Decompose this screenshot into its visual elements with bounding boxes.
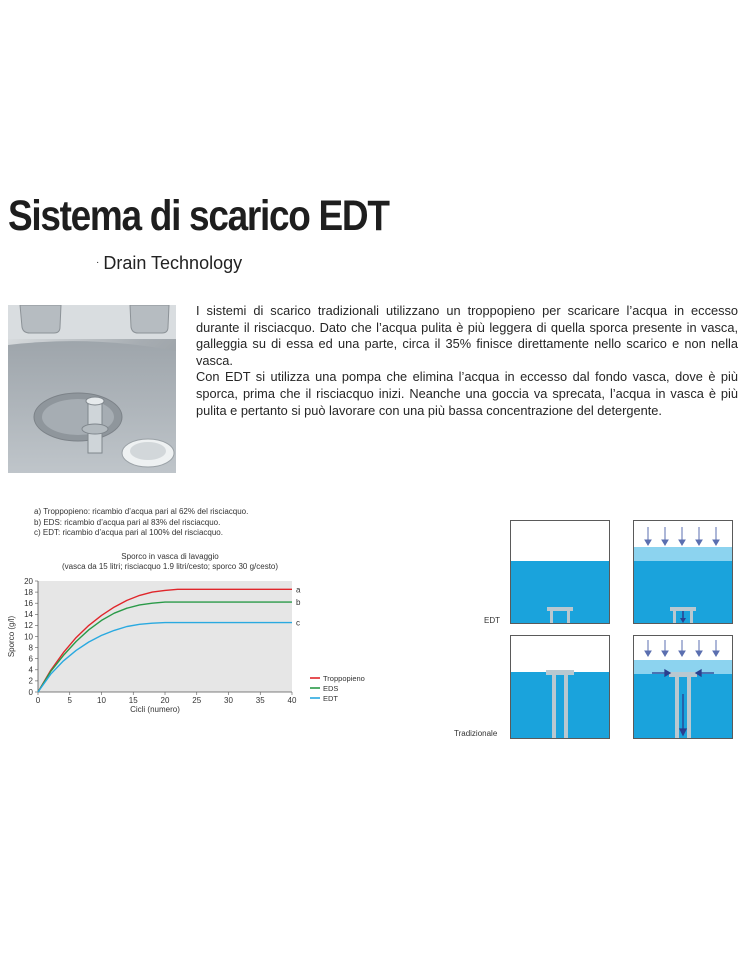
x-tick-label: 35: [255, 696, 265, 705]
note-edt: c) EDT: ricambio d’acqua pari al 100% del risciacquo.: [34, 528, 223, 537]
y-tick-label: 14: [24, 610, 33, 620]
note-eds: b) EDS: ricambio d’acqua pari al 83% del risciacquo.: [34, 517, 221, 527]
legend-label: EDS: [323, 684, 339, 693]
series-end-label: b: [296, 598, 301, 608]
chart-title: Sporco in vasca di lavaggio: [121, 552, 219, 561]
dishwasher-tank-photo: [8, 305, 176, 473]
diagram-edt-before: [510, 520, 610, 624]
overflow-drain-arrows: [634, 636, 732, 738]
y-tick-label: 2: [28, 676, 33, 686]
x-tick-label: 0: [35, 696, 41, 705]
series-end-label: a: [296, 585, 301, 595]
note-troppopieno: a) Troppopieno: ricambio d’acqua pari al 62% del risciacquo.: [34, 507, 249, 516]
x-tick-label: 30: [224, 696, 233, 705]
x-tick-label: 20: [160, 696, 170, 705]
y-tick-label: 20: [24, 576, 33, 586]
diagram-traditional-before: [510, 635, 610, 739]
x-tick-label: 25: [192, 696, 202, 705]
legend-label: Troppopieno: [323, 674, 365, 683]
intro-text: [196, 303, 738, 419]
rinse-inflow-arrows: [634, 521, 732, 623]
x-axis-label: Cicli (numero): [130, 705, 180, 714]
y-tick-label: 12: [24, 621, 33, 631]
chart-notes: [34, 507, 248, 539]
diagram-traditional-rinse: [633, 635, 733, 739]
drain-diagrams: [440, 515, 740, 745]
page-subtitle: [96, 253, 242, 274]
intro-paragraph-1: I sistemi di scarico tradizionali utilizzano un troppopieno per scaricare l’acqua in eccesso durante il risciacquo. Dato che l’acqua pulita è più leggera di quella sporca presente in vasca, galleggia su di essa ed una parte, circa il 35% finisce direttamente nello scarico e non nella vasca.: [196, 303, 738, 368]
overflow-standpipe: [511, 636, 609, 738]
plot-area: [38, 581, 292, 692]
series-end-label: c: [296, 618, 300, 628]
x-tick-label: 10: [97, 696, 106, 705]
y-tick-label: 10: [24, 632, 33, 642]
chart-title-block: [30, 552, 310, 572]
y-tick-label: 8: [28, 643, 33, 653]
tank-illustration: [8, 305, 176, 473]
intro-paragraph-2: Con EDT si utilizza una pompa che elimina l’acqua in eccesso dal fondo vasca, dove è più sporca, prima che il risciacquo inizi. Neanche una goccia va sprecata, l’acqua in vasca è più pulita e pertanto si può lavorare con una più bassa concentrazione del detergente.: [196, 369, 738, 418]
y-tick-label: 16: [24, 599, 33, 608]
y-tick-label: 18: [24, 587, 33, 597]
y-axis-label: Sporco (g/l): [7, 615, 16, 658]
row-label-tradizionale: Tradizionale: [454, 729, 498, 738]
chart-subtitle: (vasca da 15 litri; risciacquo 1.9 litri/cesto; sporco 30 g/cesto): [61, 562, 279, 571]
x-tick-label: 5: [67, 696, 72, 705]
y-tick-label: 0: [28, 687, 33, 697]
x-tick-label: 15: [128, 696, 138, 705]
diagram-edt-rinse: [633, 520, 733, 624]
row-label-edt: EDT: [484, 616, 500, 625]
x-tick-label: 40: [287, 696, 297, 705]
y-tick-label: 6: [28, 654, 33, 664]
legend-label: EDT: [323, 694, 338, 703]
page-title: Sistema di scarico EDT: [8, 192, 389, 240]
subtitle-bullet: ·: [96, 257, 100, 268]
subtitle-text: Drain Technology: [103, 253, 243, 273]
edt-drain-pump: [511, 521, 609, 623]
dirt-concentration-chart: [0, 570, 365, 730]
y-tick-label: 4: [28, 665, 33, 675]
